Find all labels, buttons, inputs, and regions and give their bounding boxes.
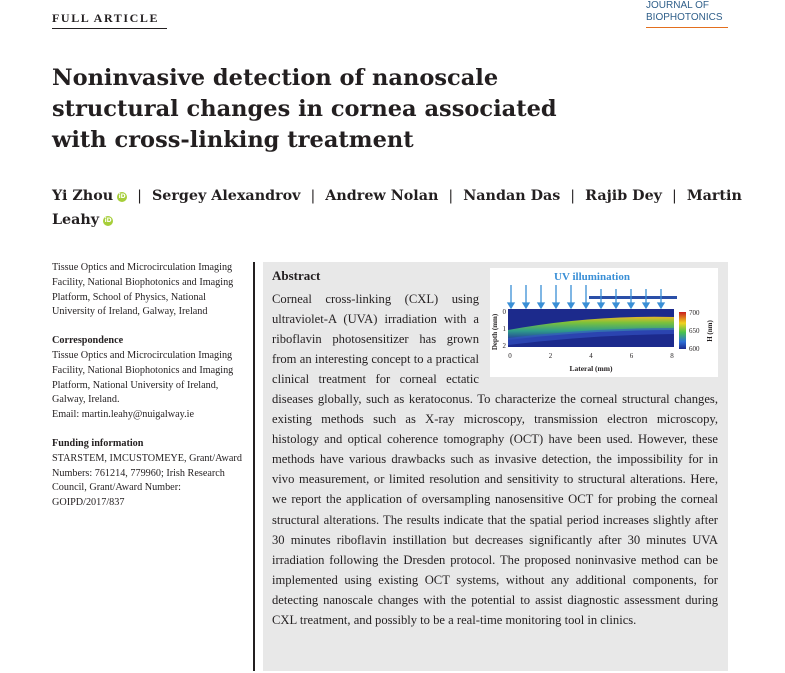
graphical-abstract-figure xyxy=(490,268,718,377)
author-name[interactable]: Rajib Dey xyxy=(585,188,662,204)
uv-arrow-head xyxy=(628,303,634,308)
email-link[interactable]: Email: martin.leahy@nuigalway.ie xyxy=(52,409,194,421)
figure-svg xyxy=(490,268,718,377)
journal-logo-line1: JOURNAL OF xyxy=(646,0,709,11)
y-tick-label: 0 xyxy=(502,308,506,316)
author-separator: | xyxy=(448,188,454,204)
author-separator: | xyxy=(310,188,316,204)
article-type-underline xyxy=(52,28,167,29)
colorbar-tick-labels xyxy=(689,309,700,353)
x-tick-label: 4 xyxy=(589,352,593,360)
y-tick-label: 1 xyxy=(502,325,506,333)
x-tick-label: 8 xyxy=(670,352,674,360)
affiliation-text: Tissue Optics and Microcirculation Imaging Facility, National Biophotonics and Imaging Platform, School of Physics, National University of Ireland, Galway, Ireland xyxy=(52,262,234,318)
funding-text: STARSTEM, IMCUSTOMEYE, Grant/Award Numbers: 761214, 779960; Irish Research Council, Grant/Award Number: GOIPD/2017/837 xyxy=(52,452,242,509)
article-type-label: FULL ARTICLE xyxy=(52,11,160,25)
colorbar-label: H (nm) xyxy=(706,320,714,342)
uv-arrow-head xyxy=(568,303,574,308)
uv-arrow-head xyxy=(508,303,514,308)
colorbar xyxy=(679,312,686,349)
journal-logo-line2: BIOPHOTONICS xyxy=(646,12,723,23)
uv-arrow-head xyxy=(613,303,619,308)
article-title: Noninvasive detection of nanoscale structural changes in cornea associated with cross-linking treatment xyxy=(52,65,557,153)
uv-arrow-head xyxy=(583,303,589,308)
x-tick-label: 0 xyxy=(508,352,512,360)
author-separator: | xyxy=(137,188,142,204)
author-list xyxy=(52,184,742,232)
colorbar-tick-label: 650 xyxy=(689,327,700,335)
author-name[interactable]: Yi Zhou xyxy=(52,188,114,204)
x-tick-label: 6 xyxy=(629,352,634,360)
uv-bar xyxy=(589,296,677,299)
author-separator: | xyxy=(671,188,677,204)
journal-logo-underline xyxy=(646,27,728,28)
uv-arrow-head xyxy=(523,303,529,308)
y-axis-label: Depth (mm) xyxy=(491,313,499,351)
x-tick-labels xyxy=(508,352,674,360)
uv-arrow-head xyxy=(598,303,604,308)
uv-illumination-label: UV illumination xyxy=(554,271,630,283)
correspondence-heading: Correspondence xyxy=(52,335,124,347)
y-tick-labels xyxy=(503,308,507,350)
uv-arrow-head xyxy=(643,303,649,308)
x-axis-label: Lateral (mm) xyxy=(569,364,613,373)
correspondence-text: Tissue Optics and Microcirculation Imaging Facility, National Biophotonics and Imaging Platform, National University of Ireland, Galway, Ireland. xyxy=(52,349,234,406)
uv-arrow-head xyxy=(538,303,544,308)
abstract-body: Corneal cross-linking (CXL) using ultraviolet-A (UVA) irradiation with a riboflavin photosensitizer has grown from an interesting concept to a practical clinical treatment for corneal ectatic diseases globally, such as keratoconus. To characterize the corneal structural changes, existing methods such as X-ray microscopy, transmission electron microscopy, histology and optical coherence tomography (OCT) have been used. However, these methods have various drawbacks such as invasive detection, the impossibility for in vivo measurement, or limited resolution and sensitivity to structural alterations. Here, we report the application of oversampling nanosensitive OCT for probing the corneal structural alterations. The results indicate that the spatial period increases slightly after 30 minutes riboflavin instillation but decreases significantly after 30 minutes UVA irradiation following the Dresden protocol. The proposed noninvasive method can be implemented using existing OCT systems, without any additional components, for detecting nanoscale changes with the potential to assist diagnostic assessment during CXL treatment, and possibly to be a real-time monitoring tool in clinics. xyxy=(272,292,718,627)
orcid-icon[interactable]: iD xyxy=(118,193,126,200)
author-name[interactable]: Martin Leahy xyxy=(52,188,742,228)
author-name[interactable]: Nandan Das xyxy=(463,188,561,204)
funding-heading: Funding information xyxy=(52,437,144,449)
journal-logo xyxy=(646,0,723,24)
colorbar-tick-label: 600 xyxy=(689,345,700,353)
y-tick-label: 2 xyxy=(502,342,506,350)
abstract-left-rule xyxy=(253,262,255,671)
x-tick-label: 2 xyxy=(548,352,553,360)
author-name[interactable]: Andrew Nolan xyxy=(325,188,439,204)
author-separator: | xyxy=(570,188,576,204)
colorbar-tick-label: 700 xyxy=(689,309,700,317)
sidebar-info xyxy=(52,261,248,525)
abstract-heading: Abstract xyxy=(272,268,321,283)
uv-arrow-head xyxy=(553,303,559,308)
uv-arrow-head xyxy=(658,303,664,308)
orcid-icon[interactable]: iD xyxy=(104,217,112,224)
author-name[interactable]: Sergey Alexandrov xyxy=(151,188,301,204)
